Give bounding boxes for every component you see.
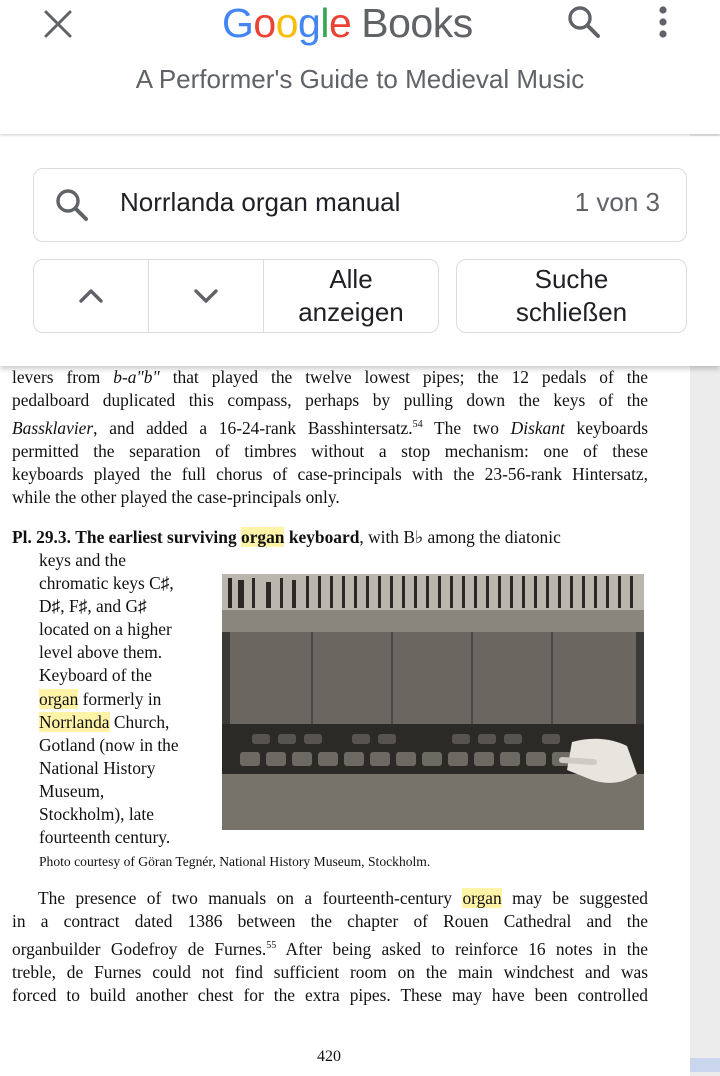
close-search-button[interactable]: Suche schließen <box>456 259 687 333</box>
page-number: 420 <box>317 1048 341 1065</box>
scroll-indicator <box>690 1058 720 1072</box>
photo-credit: Photo courtesy of Göran Tegnér, National History Museum, Stockholm. <box>39 854 431 869</box>
text-line: organbuilder Godefroy de Furnes.$^{55}$ After being asked to reinforce 16 notes in the <box>12 938 648 959</box>
search-query[interactable]: Norrlanda organ manual <box>120 187 401 217</box>
text-line: forced to build another chest for the extra pipes. These may have been controlled <box>12 984 648 1005</box>
organ-keyboard-photo <box>222 574 644 830</box>
text-line: in a contract dated 1386 between the chapter of Rouen Cathedral and the <box>12 911 648 932</box>
text-line: pedalboard duplicated this compass, perhaps by pulling down the keys of the <box>12 390 648 411</box>
google-books-logo: Google Books <box>222 0 473 46</box>
search-button[interactable] <box>560 0 608 44</box>
chevron-up-icon <box>78 288 104 304</box>
caption-line-highlighted: organ formerly in <box>39 688 162 709</box>
text-line: permitted the separation of timbres without a stop mechanism: one of these <box>12 440 648 461</box>
search-icon <box>54 187 90 223</box>
paragraph-2 <box>12 887 648 1007</box>
search-in-book-panel <box>0 136 720 366</box>
text-line: while the other played the case-principals only. <box>12 487 340 508</box>
text-line: keyboards played the full chorus of case-principals with the 23-56-rank Hintersatz, <box>12 463 648 484</box>
plate-caption-heading: Pl. 29.3. The earliest surviving organ keyboard, with B♭ among the diatonic <box>12 527 561 547</box>
text-line-highlighted: The presence of two manuals on a fourteenth-century organ may be suggested <box>38 888 648 908</box>
previous-result-button[interactable] <box>34 260 149 332</box>
search-icon <box>566 4 602 40</box>
close-button[interactable] <box>38 4 78 44</box>
text-line: levers from b-a"b" that played the twelve lowest pipes; the 12 pedals of the <box>12 367 648 387</box>
search-highlight: organ <box>241 527 285 547</box>
paragraph-1 <box>12 366 648 510</box>
next-result-button[interactable] <box>149 260 264 332</box>
search-field[interactable] <box>33 168 687 242</box>
chevron-down-icon <box>193 288 219 304</box>
more-vert-icon <box>658 5 668 39</box>
show-all-button[interactable]: Alle anzeigen <box>298 264 404 327</box>
more-menu-button[interactable] <box>648 0 678 44</box>
text-line: Bassklavier, and added a 16-24-rank Basshintersatz.$^{54}$ The two Diskant keyboards <box>12 417 648 438</box>
caption-line-highlighted: Norrlanda Church, <box>39 711 170 732</box>
result-count: 1 von 3 <box>574 187 660 217</box>
text-line: treble, de Furnes could not find sufficient room on the main windchest and was <box>12 961 648 982</box>
top-app-bar <box>0 0 720 134</box>
close-icon <box>43 9 73 39</box>
result-navigation <box>33 259 439 333</box>
plate-caption: keys and the chromatic keys C♯, D♯, F♯, and G♯ located on a higher level above them. Keyboard of the organ formerly in Norrlanda Church, Gotland (now in the National History Museum, Stockholm), late fourteenth century. <box>39 549 209 849</box>
book-title: A Performer's Guide to Medieval Music <box>135 64 585 94</box>
